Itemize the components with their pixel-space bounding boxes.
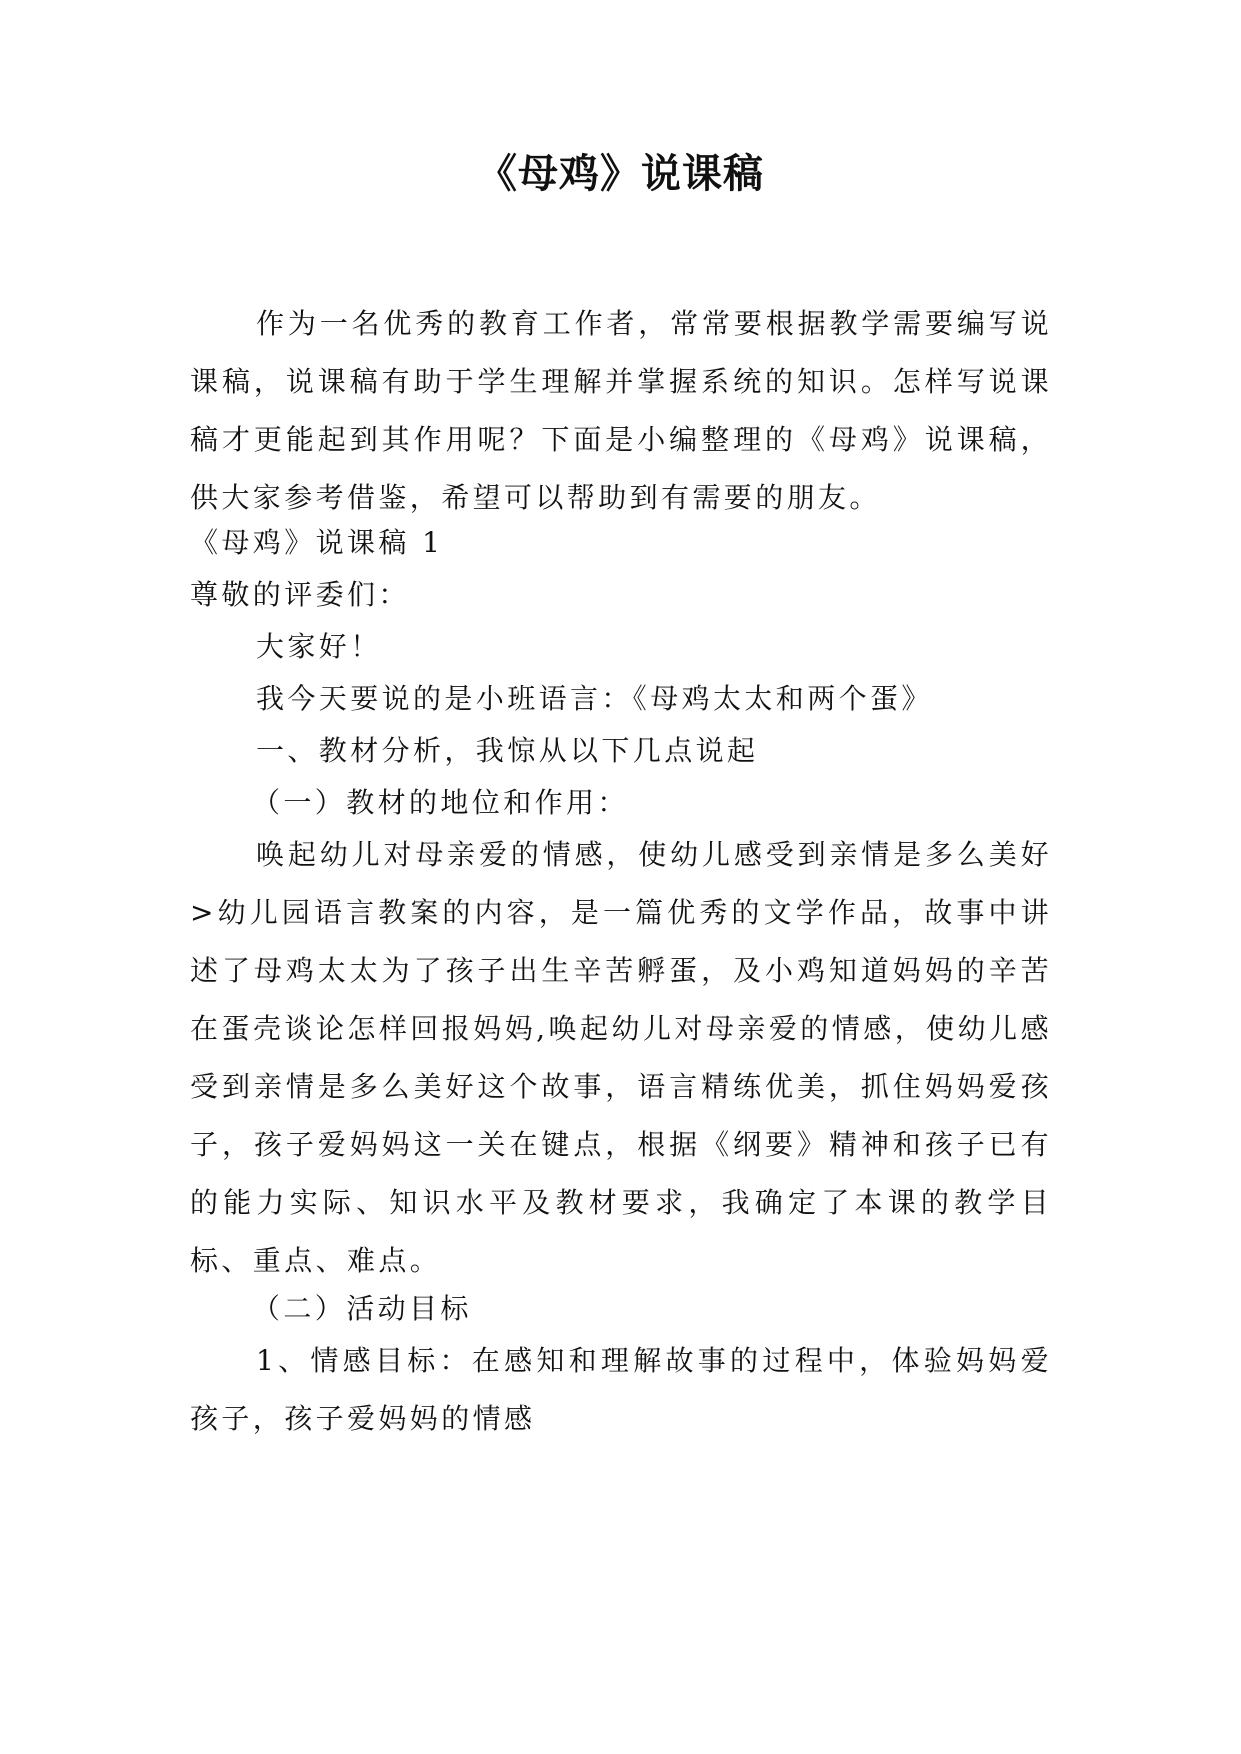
salutation: 尊敬的评委们：	[190, 578, 410, 611]
intro-paragraph: 作为一名优秀的教育工作者，常常要根据教学需要编写说课稿，说课稿有助于学生理解并掌握系统的知识。怎样写说课稿才更能起到其作用呢？下面是小编整理的《母鸡》说课稿，供大家参考借鉴，希望可以帮助到有需要的朋友。	[190, 307, 1052, 514]
sub1-body-paragraph: 唤起幼儿对母亲爱的情感，使幼儿感受到亲情是多么美好>幼儿园语言教案的内容，是一篇优秀的文学作品，故事中讲述了母鸡太太为了孩子出生辛苦孵蛋，及小鸡知道妈妈的辛苦在蛋壳谈论怎样回报妈妈,唤起幼儿对母亲爱的情感，使幼儿感受到亲情是多么美好这个故事，语言精练优美，抓住妈妈爱孩子，孩子爱妈妈这一关在键点，根据《纲要》精神和孩子已有的能力实际、知识水平及教材要求，我确定了本课的教学目标、重点、难点。	[190, 838, 1052, 1277]
sub1-heading: （一）教材的地位和作用：	[252, 786, 629, 819]
section-heading: 《母鸡》说课稿 1	[190, 526, 444, 559]
goal1-paragraph: 1、情感目标：在感知和理解故事的过程中，体验妈妈爱孩子，孩子爱妈妈的情感	[190, 1344, 1052, 1435]
topic-line: 我今天要说的是小班语言：《母鸡太太和两个蛋》	[256, 682, 933, 715]
document-title: 《母鸡》说课稿	[477, 150, 764, 197]
part1-heading: 一、教材分析，我惊从以下几点说起	[256, 734, 759, 767]
greeting: 大家好！	[256, 630, 382, 663]
sub2-heading: （二）活动目标	[252, 1292, 472, 1325]
